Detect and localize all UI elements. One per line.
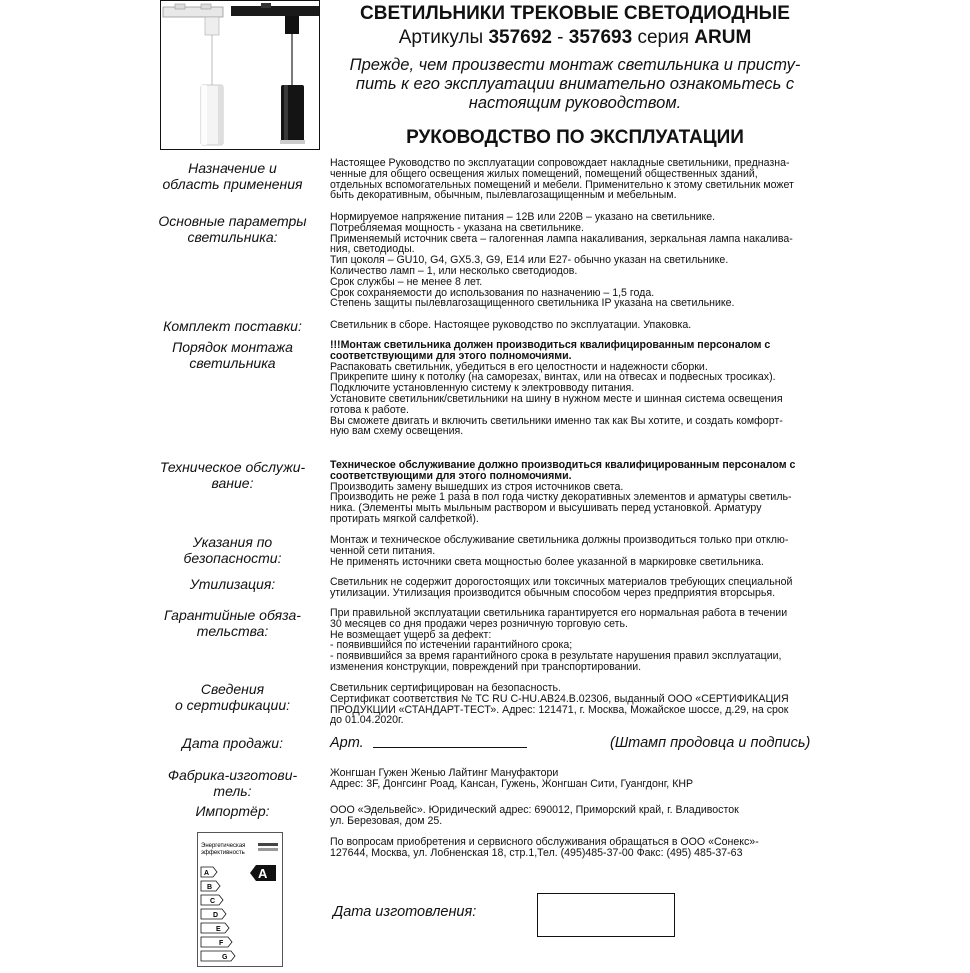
section-label-disposal [150, 576, 315, 592]
energy-class-label: C [210, 898, 216, 905]
text-line: - появившийся за время гарантийного срока в результате нарушения правил эксплуатации, [330, 650, 782, 663]
text-line: Адрес: 3F, Донгсинг Роад, Кансан, Гужень, Жонгшан Сити, Гуангдонг, КНР [330, 777, 694, 790]
label-line: Техническое обслужи- [159, 459, 306, 475]
text-line: отдельных вспомогательных помещений и мебели. Применительно к этому светильник может [330, 178, 794, 191]
intro-notice [330, 56, 820, 113]
energy-class-bar [201, 937, 232, 947]
text-line: Срок сохраняемости до использования по назначению – 1,5 года. [330, 286, 655, 299]
text-line: Подключите установленную систему к электровводу питания. [330, 382, 635, 395]
text-line: Тип цоколя – GU10, G4, GX5.3, G9, E14 или E27- обычно указан на светильнике. [330, 254, 729, 267]
text-line: Распаковать светильник, убедиться в его целостности и надежности сборки. [330, 360, 708, 373]
energy-title-bar [258, 848, 278, 851]
label-line: Назначение и [188, 160, 277, 176]
seller-stamp-label: (Штамп продовца и подпись) [610, 735, 811, 751]
label-line: Сведения [200, 681, 265, 697]
text-line: Потребляемая мощность - указана на светильнике. [330, 221, 584, 234]
article-label: Арт. [330, 735, 364, 751]
intro-line: настоящим руководством. [468, 94, 682, 112]
article-number-2: 357693 [568, 27, 633, 48]
energy-class-label: E [216, 926, 221, 933]
label-line: тель: [213, 783, 252, 799]
energy-class-label: G [222, 954, 228, 961]
text-line: до 01.04.2020г. [330, 714, 404, 727]
text-line: ния, светодиоды. [330, 243, 415, 256]
energy-title-bar [258, 843, 278, 846]
section-label-maintenance [150, 459, 315, 491]
energy-class-bar [201, 923, 229, 933]
text-line: Монтаж и техническое обслуживание светильника должны производиться только при отклю- [330, 534, 789, 546]
text-line-bold: Техническое обслуживание должно производиться квалифицированным персоналом с [330, 459, 796, 471]
energy-rating: A [258, 866, 268, 881]
section-text-safety [330, 535, 810, 567]
section-label-purpose [150, 160, 315, 192]
section-label-delivery-set [150, 318, 315, 334]
manufacture-date-label: Дата изготовления: [333, 904, 477, 920]
text-line: - появившийся по истечении гарантийного срока; [330, 639, 573, 652]
text-line: ченной сети питания. [330, 544, 436, 557]
text-line: Срок службы – не менее 8 лет. [330, 275, 483, 288]
label-line: светильника: [187, 229, 278, 245]
text-line: быть декоративным, обычным, пылевлагозащищенным и мебельным. [330, 189, 677, 202]
section-label-warranty [150, 607, 315, 639]
text-line: Вы сможете двигать и включить светильники именно так как Вы хотите, и создать комфорт- [330, 414, 783, 427]
series-label: серия [637, 27, 690, 48]
section-label-importer [150, 803, 315, 819]
text-line: 30 месяцев со дня продажи через розничную торговую сеть. [330, 617, 628, 630]
energy-class-label: D [213, 912, 219, 919]
label-line: светильника [189, 355, 276, 371]
label-line: Фабрика-изготови- [167, 767, 298, 783]
energy-class-label: F [219, 940, 224, 947]
energy-class-label: B [207, 884, 213, 891]
energy-efficiency-label [197, 832, 283, 967]
text-line: Нормируемое напряжение питания – 12В или 220В – указано на светильнике. [330, 211, 716, 223]
text-line-bold: соответствующими для этого полномочиями. [330, 349, 572, 362]
label-line: Импортёр: [195, 803, 270, 819]
article-input-line[interactable] [373, 747, 527, 748]
text-line-bold: соответствующими для этого полномочиями. [330, 469, 572, 482]
section-label-manufacturer [150, 767, 315, 799]
text-line: Светильник в сборе. Настоящее руководство по эксплуатации. Упаковка. [330, 319, 692, 331]
product-photo [160, 0, 320, 150]
label-line: Указания по [192, 534, 273, 550]
text-line: Светильник сертифицирован на безопасность. [330, 682, 561, 694]
energy-label-graphic [198, 833, 284, 968]
articles-prefix: Артикулы [398, 27, 484, 48]
label-line: тельства: [196, 623, 269, 639]
article-separator: - [557, 27, 564, 48]
text-line: Установите светильник/светильники на шину в нужном месте и шинная система освещения [330, 392, 783, 405]
article-number-1: 357692 [488, 27, 552, 48]
text-line: При правильной эксплуатации светильника гарантируется его нормальная работа в течении [330, 607, 788, 619]
section-label-parameters [150, 213, 315, 245]
manufacture-date-box[interactable] [537, 893, 675, 937]
label-line: безопасности: [183, 550, 282, 566]
series-name: ARUM [694, 27, 752, 48]
label-line: Порядок монтажа [172, 339, 293, 355]
text-line: Производить не реже 1 раза в пол года чистку декоративных элементов и арматуры светиль- [330, 491, 792, 504]
text-line: 127644, Москва, ул. Лобненская 18, стр.1,Тел. (495)485-37-00 Факс: (495) 485-37-63 [330, 846, 743, 859]
text-line: Не возмещает ущерб за дефект: [330, 628, 492, 641]
text-line: Не применять источники света мощностью более указанной в маркировке светильника. [330, 555, 764, 568]
text-line: утилизации. Утилизация производится обычным способом через предприятия вторсырья. [330, 586, 776, 599]
article-line [330, 27, 820, 49]
manual-title: РУКОВОДСТВО ПО ЭКСПЛУАТАЦИИ [406, 127, 744, 148]
section-label-certification [150, 681, 315, 713]
text-line: Степень защиты пылевлагозащищенного светильника IP указана на светильнике. [330, 297, 735, 310]
energy-title-line-2: эффективность [201, 850, 245, 856]
section-text-maintenance [330, 460, 810, 525]
section-text-warranty [330, 608, 810, 673]
document-title: СВЕТИЛЬНИКИ ТРЕКОВЫЕ СВЕТОДИОДНЫЕ [360, 3, 790, 24]
section-label-installation [150, 339, 315, 371]
track-lamps-illustration [161, 1, 320, 150]
text-line: Производить замену вышедших из строя источников света. [330, 480, 624, 493]
label-line: область применения [162, 176, 303, 192]
section-label-safety [150, 534, 315, 566]
label-line: вание: [211, 475, 254, 491]
label-line: о сертификации: [174, 697, 291, 713]
text-line-bold: !!!Монтаж светильника должен производиться квалифицированным персоналом с [330, 339, 771, 351]
text-line: Количество ламп – 1, или несколько светодиодов. [330, 264, 578, 277]
text-line: ПРОДУКЦИИ «СТАНДАРТ-ТЕСТ». Адрес: 121471, г. Москва, Можайское шоссе, д.29, на срок [330, 703, 789, 716]
section-text-importer [330, 805, 810, 827]
text-line: Сертификат соответствия № ТС RU C-HU.AB24.B.02306, выданный ООО «СЕРТИФИКАЦИЯ [330, 692, 789, 705]
text-line: изменения конструкции, повреждений при транспортировании. [330, 660, 642, 673]
text-line: По вопросам приобретения и сервисного обслуживания обращаться в ООО «Сонекс»- [330, 836, 759, 848]
section-text-disposal [330, 577, 810, 599]
label-line: Гарантийные обяза- [164, 607, 301, 623]
text-line: ООО «Эдельвейс». Юридический адрес: 690012, Приморский край, г. Владивосток [330, 804, 739, 816]
text-line: ную вам схему освещения. [330, 425, 464, 438]
text-line: Прикрепите шину к потолку (на саморезах, винтах, или на отвесах и подвесных тросиках). [330, 371, 776, 384]
section-text-service-contacts [330, 837, 810, 859]
section-text-certification [330, 683, 810, 726]
label-line: Комплект поставки: [163, 318, 302, 334]
section-text-delivery-set [330, 320, 810, 331]
text-line: Настоящее Руководство по эксплуатации сопровождает накладные светильники, предназна- [330, 157, 790, 169]
text-line: Применяемый источник света – галогенная лампа накаливания, зеркальная лампа накалива- [330, 232, 793, 245]
text-line: ул. Березовая, дом 25. [330, 814, 443, 827]
section-text-manufacturer [330, 768, 810, 790]
label-line: Основные параметры [158, 213, 307, 229]
text-line: Светильник не содержит дорогостоящих или токсичных материалов требующих специальной [330, 576, 793, 588]
sale-date-label: Дата продажи: [182, 735, 283, 751]
text-line: ника. (Элементы мыть мыльным раствором и высушивать перед установкой. Арматуру [330, 502, 762, 515]
text-line: Жонгшан Гужен Женью Лайтинг Мануфактори [330, 767, 559, 779]
intro-line: Прежде, чем произвести монтаж светильника и присту- [349, 56, 801, 74]
section-text-purpose [330, 158, 810, 201]
section-text-parameters [330, 212, 810, 309]
label-line: Утилизация: [189, 576, 276, 592]
energy-class-label: A [204, 870, 210, 877]
intro-line: пить к его эксплуатации внимательно ознакомьтесь с [355, 75, 795, 93]
text-line: готова к работе. [330, 403, 409, 416]
text-line: протирать мягкой салфеткой). [330, 512, 479, 525]
energy-title-line-1: Энергетическая [201, 843, 246, 849]
energy-class-bar [201, 951, 235, 961]
section-text-installation [330, 340, 810, 437]
text-line: ченные для общего освещения жилых помещений, помещений общественных зданий, [330, 167, 758, 180]
